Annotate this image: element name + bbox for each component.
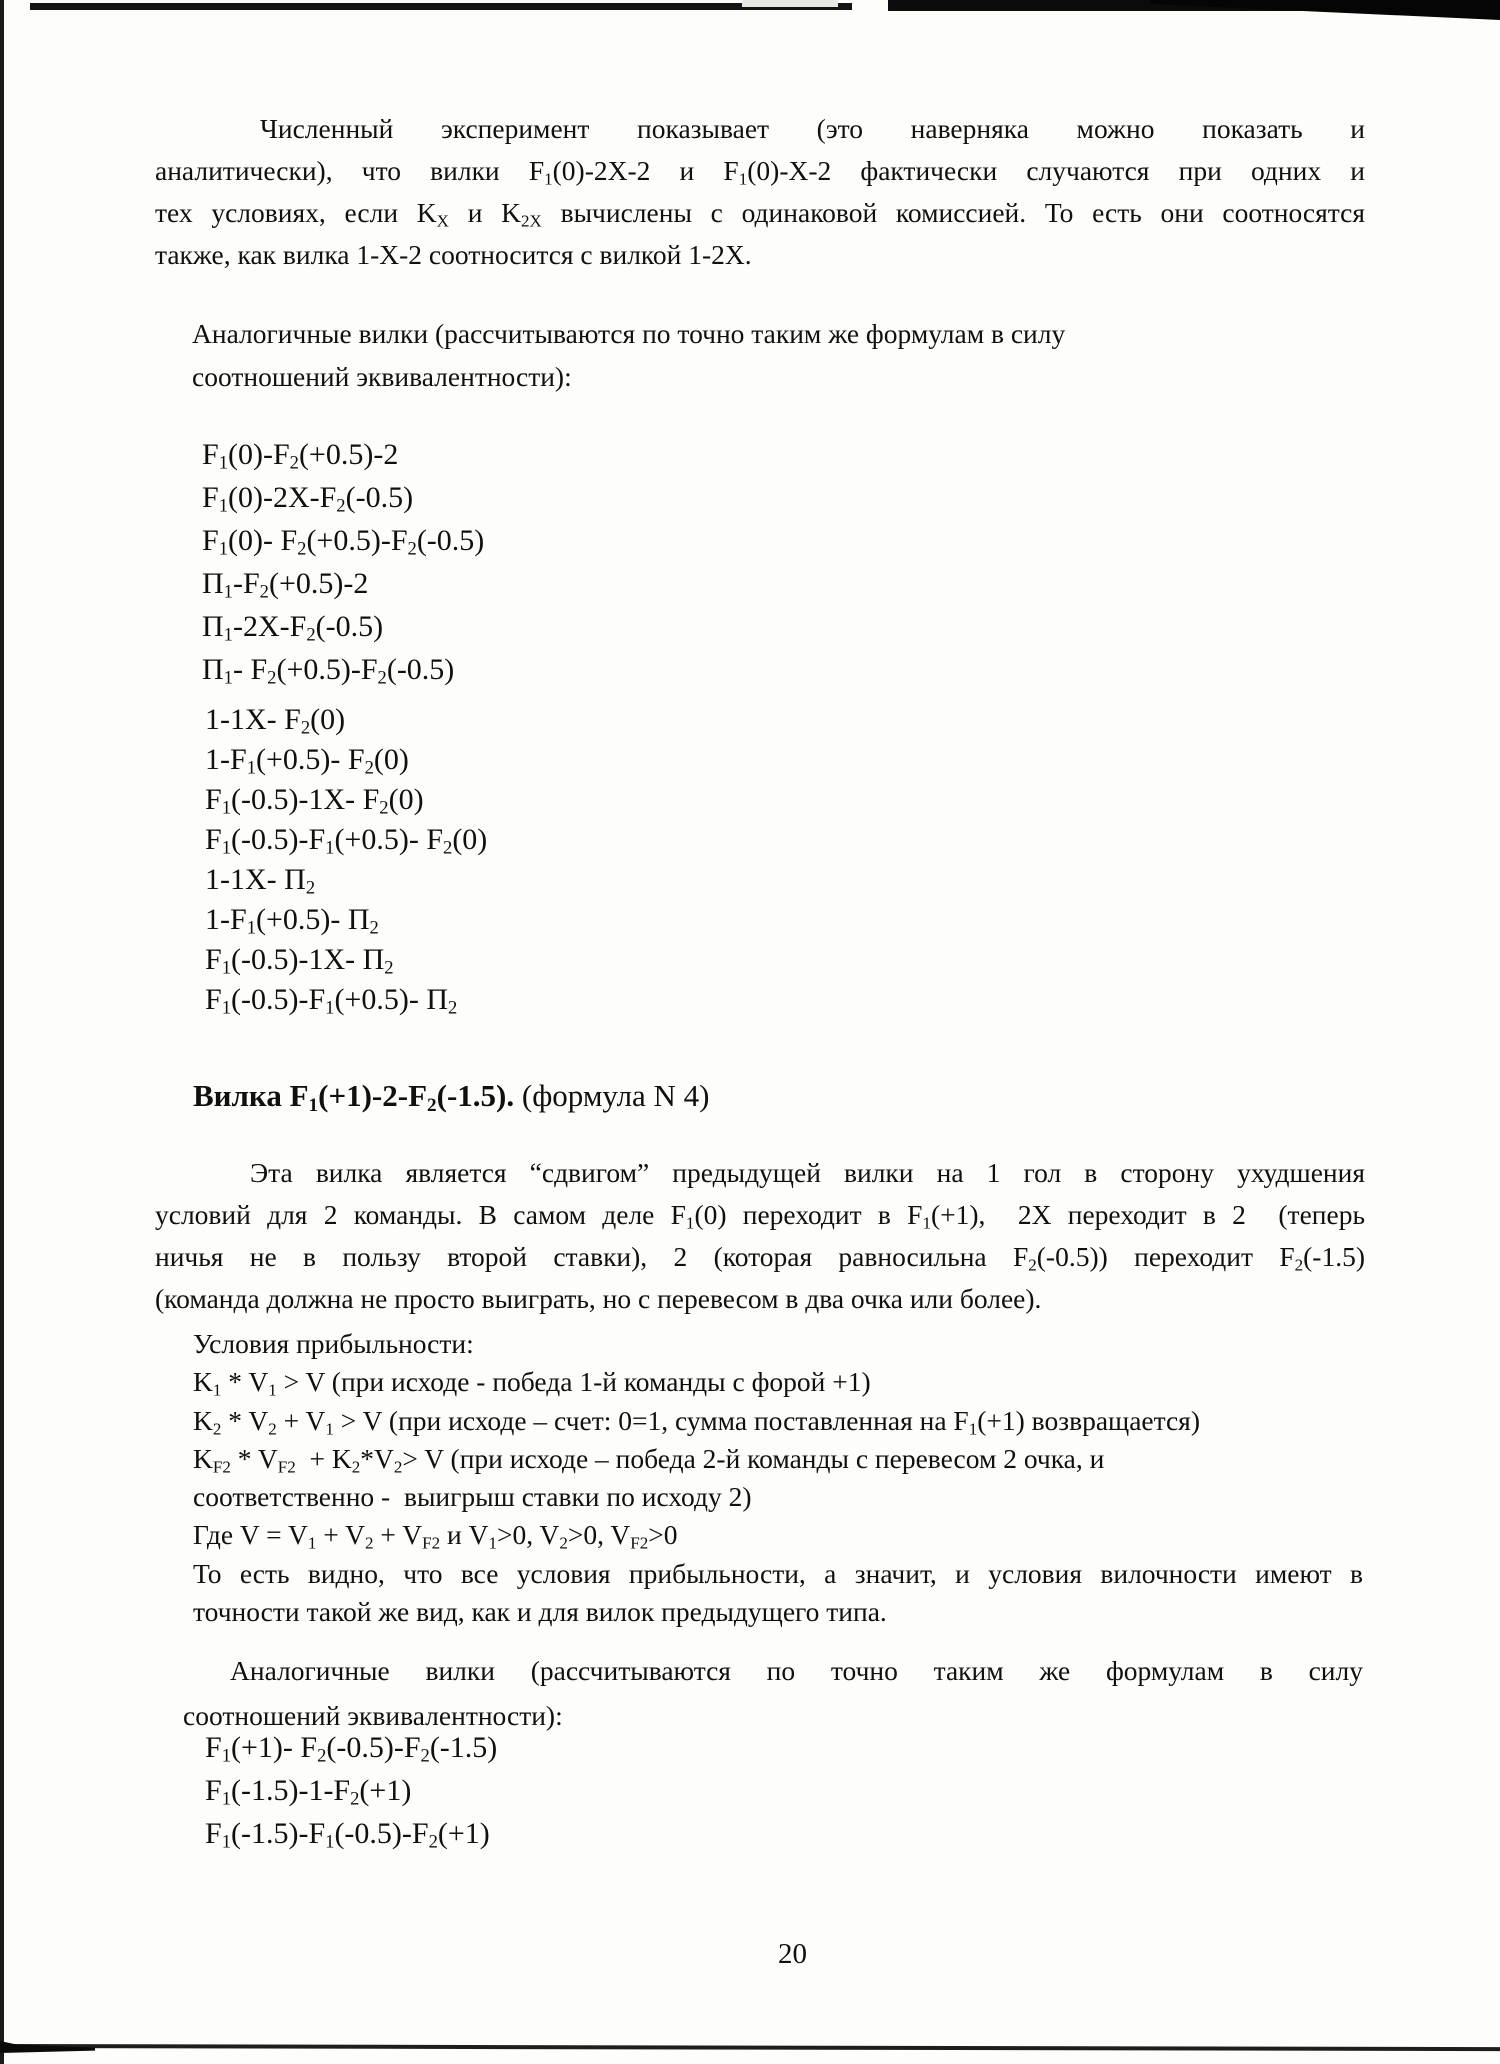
condition-line: То есть видно, что все условия прибыльности, а значит, и условия вилочности имеют в: [193, 1557, 1363, 1589]
formula-line: $F_1(+1)-$ $F_2(-0.5)-F_2(-1.5)$: [205, 1731, 498, 1767]
formula-list-2: [205, 700, 487, 1020]
text-line: (команда должна не просто выиграть, но с перевесом в два очка или более).: [155, 1283, 1042, 1314]
scan-artifact-top-gap: [742, 0, 838, 7]
text-line: Аналогичные вилки (рассчитываются по точно таким же формулам в силу: [192, 318, 1066, 349]
condition-line: точности такой же вид, как и для вилок предыдущего типа.: [193, 1596, 887, 1628]
formula-line: 1-1X- $F_2(0)$: [205, 703, 346, 739]
condition-line: Где $V = V_1 + V_2 + V_{F2}$ и $V_1>0$, $V_2>0$, $V_{F2}>0$: [193, 1519, 678, 1553]
scan-artifact-top-bar-left: [30, 3, 852, 10]
scan-artifact-left-edge: [0, 0, 4, 2064]
heading-fork-name: Вилка $F_1(+1)-2-F_2(-1.5)$.: [193, 1078, 515, 1116]
paragraph-analogous-forks-1: [192, 312, 1292, 398]
formula-line: $1-F_1(+0.5)-$ $F_2(0)$: [205, 743, 409, 779]
condition-line: $K_{F2} * V_{F2} + K_2*V_2> V$ (при исходе – победа 2-й команды с перевесом 2 очка, и: [193, 1442, 1105, 1477]
formula-line: $F_1(-0.5)-1X-$ $F_2(0)$: [205, 783, 424, 819]
text-line: также, как вилка 1-X-2 соотносится с вилкой 1-2X.: [155, 239, 752, 270]
condition-line: $K_1 * V_1 > V$ (при исходе - победа 1-й команды с форой +1): [193, 1366, 871, 1400]
formula-list-1: [202, 433, 484, 691]
text-line: Численный эксперимент показывает (это наверняка можно показать и: [260, 113, 1365, 144]
formula-line: $П_1-F_2(+0.5)-2$: [202, 567, 369, 603]
formula-line: $F_1(0)-F_2(+0.5)-2$: [202, 438, 399, 474]
text-line: соотношений эквивалентности):: [183, 1700, 563, 1731]
text-line: Аналогичные вилки (рассчитываются по точно таким же формулам в силу: [230, 1655, 1363, 1686]
text-line: условий для 2 команды. В самом деле $F_1(0)$ переходит в $F_1(+1)$, 2X переходит в 2 (теперь: [155, 1199, 1365, 1233]
heading-formula-number: (формула N 4): [514, 1078, 710, 1113]
page-number: 20: [778, 1938, 807, 1970]
text-line: соотношений эквивалентности):: [192, 361, 572, 392]
formula-list-3: [205, 1726, 497, 1855]
text-line: аналитически), что вилки $F_1(0)-2X-2$ и $F_1(0)-X-2$ фактически случаются при одних и: [155, 155, 1365, 189]
condition-line: $K_2 * V_2 + V_1 > V$ (при исходе – счет: 0=1, сумма поставленная на $F_1(+1)$ возвращается): [193, 1404, 1200, 1438]
scan-artifact-bottom-line: [0, 2044, 1500, 2051]
paragraph-fork-shift-description: [155, 1152, 1365, 1320]
formula-line: $F_1(-0.5)-1X-$ $П_2$: [205, 943, 394, 979]
formula-line: $1-F_1(+0.5)-$ $П_2$: [205, 903, 379, 939]
paragraph-numeric-experiment: [155, 108, 1365, 276]
formula-line: 1-1X- $П_2$: [205, 863, 316, 899]
formula-line: $П_1-2X-F_2(-0.5)$: [202, 610, 384, 646]
formula-line: $F_1(0)-2X-F_2(-0.5)$: [202, 481, 414, 517]
formula-line: $П_1-$ $F_2(+0.5)-F_2(-0.5)$: [202, 653, 455, 689]
conditions-title: Условия прибыльности:: [193, 1328, 474, 1359]
formula-line: $F_1(-1.5)-1-F_2(+1)$: [205, 1774, 412, 1810]
section-heading-fork-formula-4: [193, 1076, 710, 1116]
formula-line: $F_1(-1.5)-F_1(-0.5)-F_2(+1)$: [205, 1817, 490, 1853]
formula-line: $F_1(0)-$ $F_2(+0.5)-F_2(-0.5)$: [202, 524, 485, 560]
condition-line: соответственно - выигрыш ставки по исходу 2): [193, 1481, 752, 1513]
paragraph-analogous-forks-2: [183, 1648, 1363, 1738]
formula-line: $F_1(-0.5)-F_1(+0.5)-$ $П_2$: [205, 983, 458, 1019]
text-line: ничья не в пользу второй ставки), 2 (которая равносильна $F_2(-0.5)$) переходит $F_2(-1.5)$: [155, 1241, 1365, 1275]
text-line: тех условиях, если $K_X$ и $K_{2X}$ вычислены с одинаковой комиссией. То есть они соотносятся: [155, 197, 1365, 231]
text-line: Эта вилка является “сдвигом” предыдущей вилки на 1 гол в сторону ухудшения: [250, 1157, 1365, 1188]
profitability-conditions: [193, 1325, 1363, 1631]
formula-line: $F_1(-0.5)-F_1(+0.5)-$ $F_2(0)$: [205, 823, 488, 859]
